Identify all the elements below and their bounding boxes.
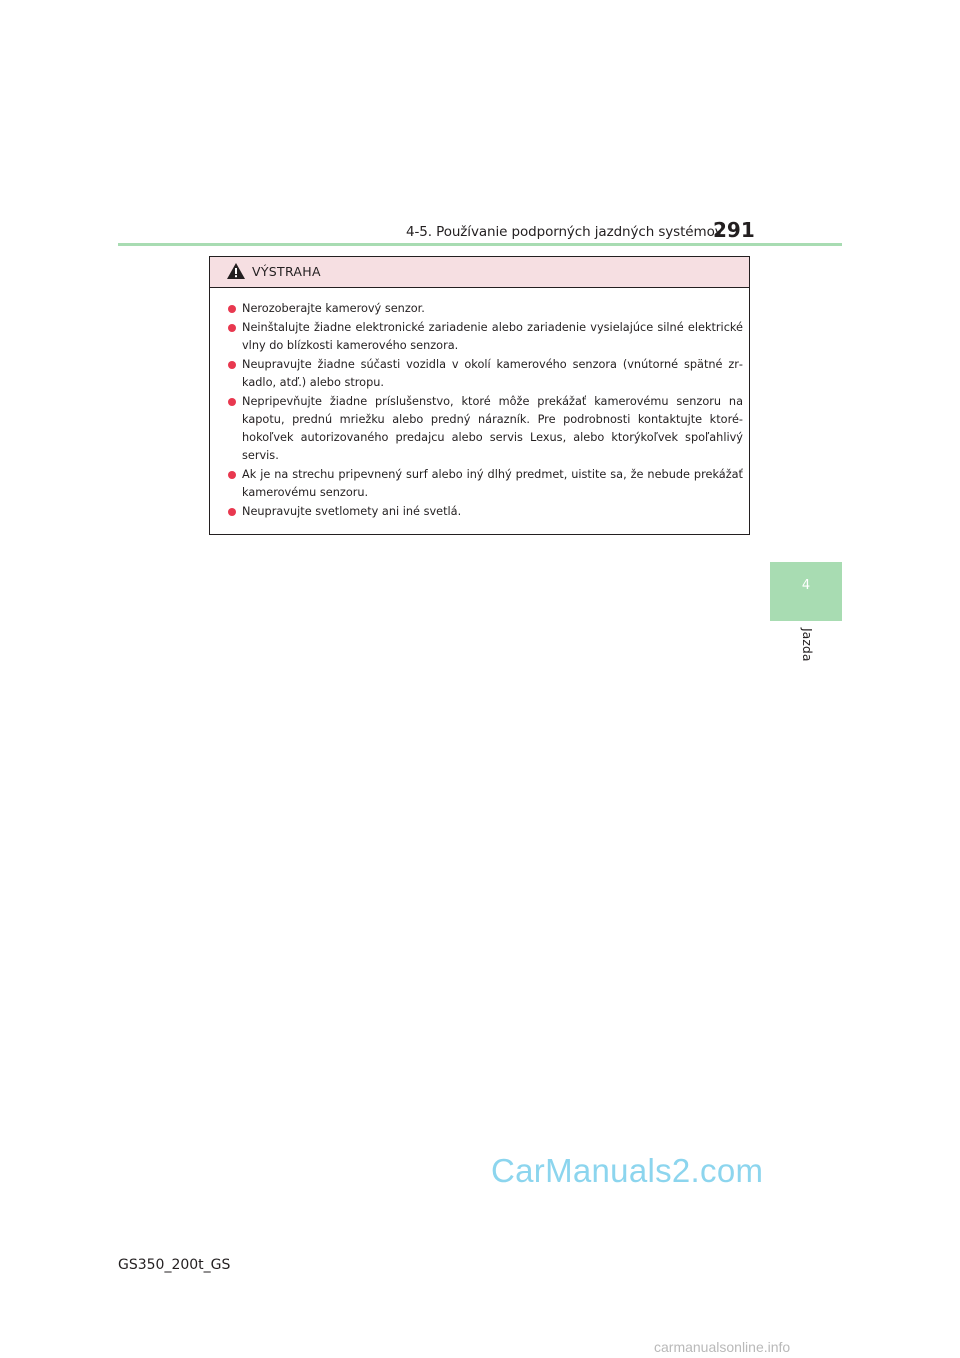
watermark-link[interactable]: CarManuals2.com <box>491 1152 764 1189</box>
chapter-tab <box>770 562 842 621</box>
warning-triangle-icon <box>227 263 245 279</box>
warning-item: Neinštalujte žiadne elektronické zariadenie alebo zariadenie vysielajúce silné elektrické vlny do blízkosti kamerového senzora. <box>228 319 743 355</box>
warning-item: Nerozoberajte kamerový senzor. <box>228 300 743 318</box>
warning-item: Nepripevňujte žiadne príslušenstvo, ktoré môže prekážať kamerovému senzoru na kapotu, prednú mriežku alebo predný nárazník. Pre podrobnosti kontaktujte ktoréhokoľvek autorizovaného predajcu alebo servis Lexus, alebo ktorýkoľvek spoľahlivý servis. <box>228 393 743 465</box>
warning-box <box>209 256 750 535</box>
warning-item: Ak je na strechu pripevnený surf alebo iný dlhý predmet, uistite sa, že nebude prekážať kamerovému senzoru. <box>228 466 743 502</box>
chapter-label: Jazda <box>800 628 815 662</box>
warning-list <box>210 288 749 521</box>
warning-header <box>210 257 749 288</box>
warning-title: VÝSTRAHA <box>252 264 321 279</box>
warning-item: Neupravujte žiadne súčasti vozidla v okolí kamerového senzora (vnútorné spätné zrkadlo, atď.) alebo stropu. <box>228 356 743 392</box>
model-code: GS350_200t_GS <box>118 1257 231 1273</box>
warning-item: Neupravujte svetlomety ani iné svetlá. <box>228 503 743 521</box>
chapter-number: 4 <box>801 578 811 593</box>
section-title: 4-5. Používanie podporných jazdných systémov <box>406 224 723 240</box>
page-number: 291 <box>713 218 755 242</box>
header-divider <box>118 243 842 246</box>
source-watermark: carmanualsonline.info <box>654 1339 791 1355</box>
